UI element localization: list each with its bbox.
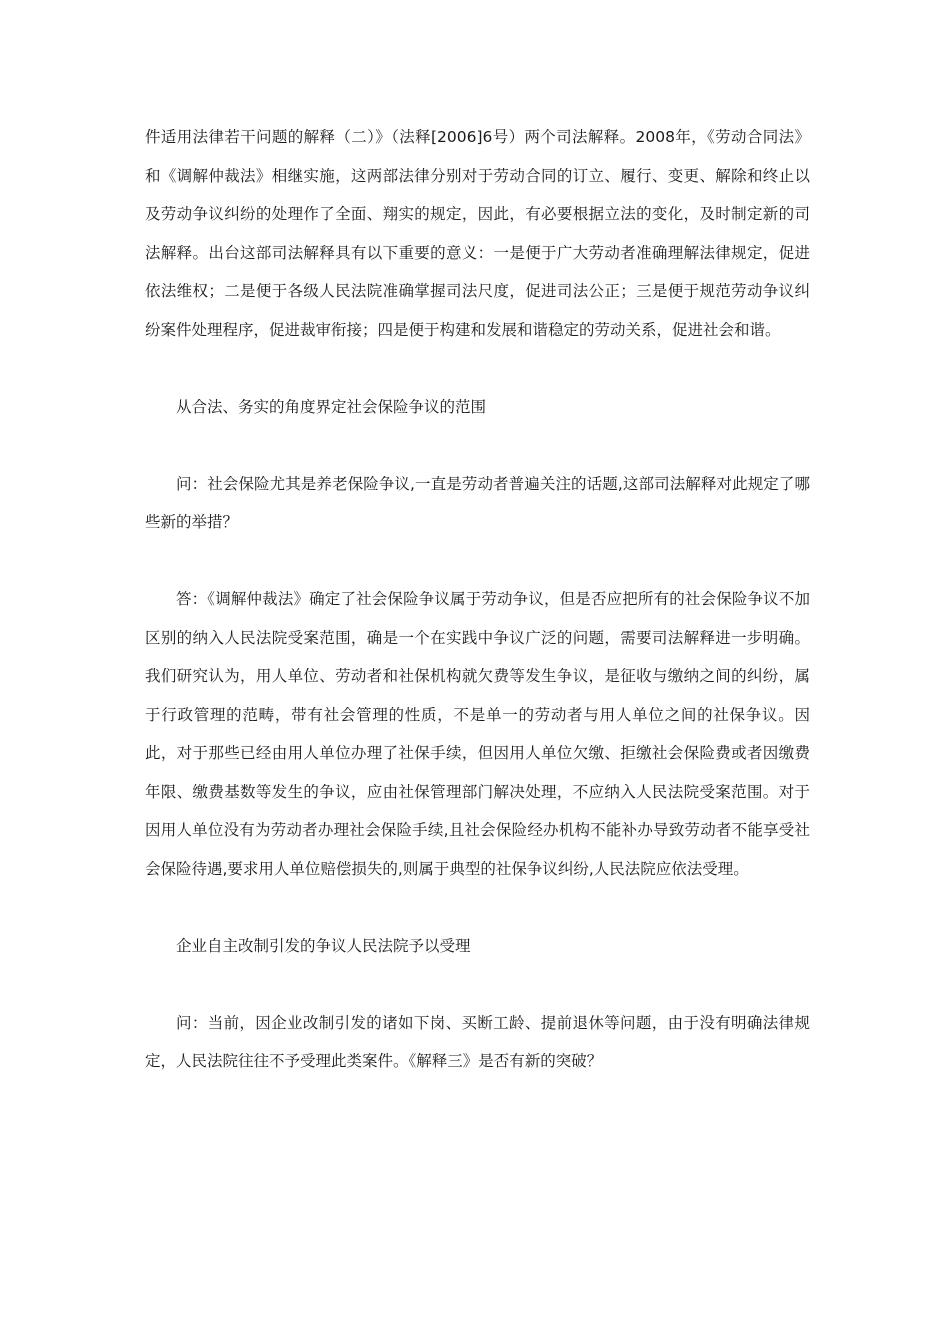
paragraph-legislative-background: 件适用法律若干问题的解释（二）》（法释[2006]6号）两个司法解释。2008年，《劳动合同法》和《调解仲裁法》相继实施，这两部法律分别对于劳动合同的订立、履行、变更、解除和终止以及劳动争议纠纷的处理作了全面、翔实的规定，因此，有必要根据立法的变化，及时制定新的司法解释。出台这部司法解释具有以下重要的意义：一是便于广大劳动者准确理解法律规定，促进依法维权；二是便于各级人民法院准确掌握司法尺度，促进司法公正；三是便于规范劳动争议纠纷案件处理程序，促进裁审衔接；四是便于构建和发展和谐稳定的劳动关系，促进社会和谐。 bbox=[145, 128, 810, 339]
answer-social-insurance: 答：《调解仲裁法》确定了社会保险争议属于劳动争议，但是否应把所有的社会保险争议不加区别的纳入人民法院受案范围，确是一个在实践中争议广泛的问题，需要司法解释进一步明确。我们研究认为，用人单位、劳动者和社保机构就欠费等发生争议，是征收与缴纳之间的纠纷，属于行政管理的范畴，带有社会管理的性质，不是单一的劳动者与用人单位之间的社保争议。因此，对于那些已经由用人单位办理了社保手续，但因用人单位欠缴、拒缴社会保险费或者因缴费年限、缴费基数等发生的争议，应由社保管理部门解决处理，不应纳入人民法院受案范围。对于因用人单位没有为劳动者办理社会保险手续,且社会保险经办机构不能补办导致劳动者不能享受社会保险待遇,要求用人单位赔偿损失的,则属于典型的社保争议纠纷,人民法院应依法受理。 bbox=[145, 590, 810, 878]
section-heading-enterprise-restructuring: 企业自主改制引发的争议人民法院予以受理 bbox=[176, 936, 471, 955]
question-social-insurance: 问：社会保险尤其是养老保险争议,一直是劳动者普遍关注的话题,这部司法解释对此规定了哪些新的举措？ bbox=[145, 474, 810, 531]
document-body bbox=[145, 118, 810, 1119]
section-heading-social-insurance: 从合法、务实的角度界定社会保险争议的范围 bbox=[176, 397, 487, 416]
question-enterprise-restructuring: 问：当前，因企业改制引发的诸如下岗、买断工龄、提前退休等问题，由于没有明确法律规定，人民法院往往不予受理此类案件。《解释三》是否有新的突破？ bbox=[145, 1013, 810, 1070]
